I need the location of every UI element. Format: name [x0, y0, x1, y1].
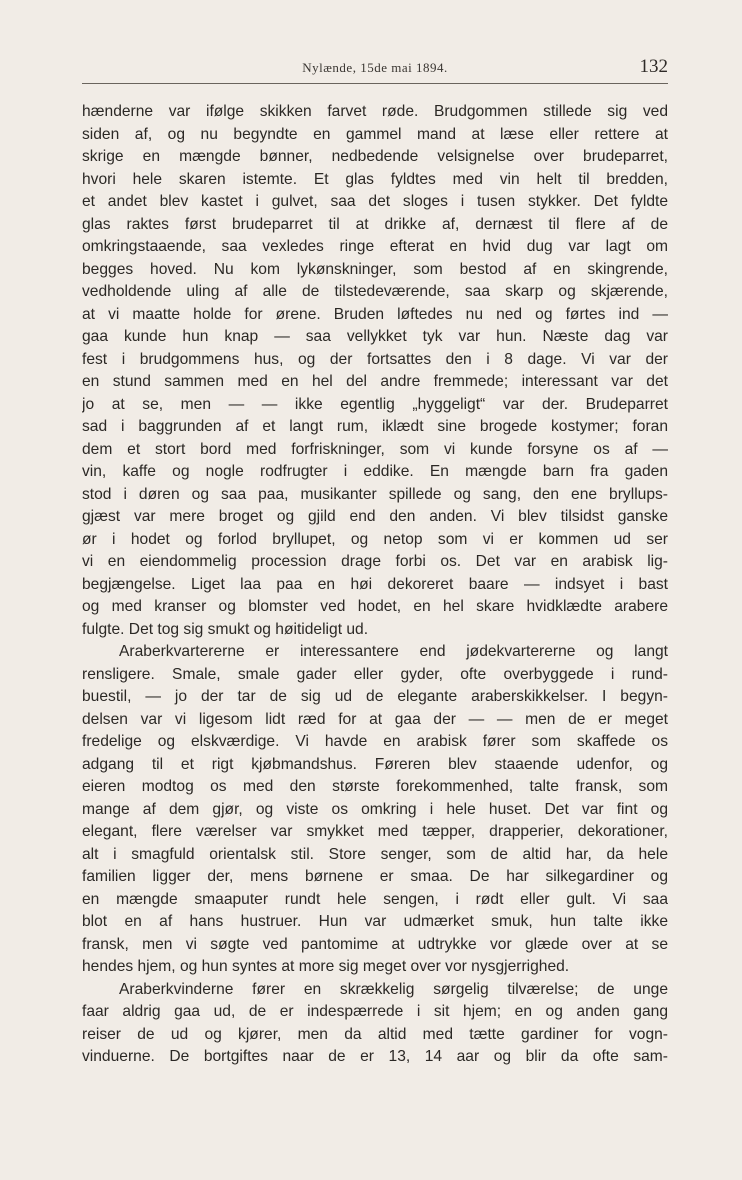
text-line: fest i brudgommens hus, og der fortsattes den i 8 dage. Vi var der: [82, 350, 668, 368]
text-line: et andet blev kastet i gulvet, saa det sloges i tusen stykker. Det fyldte: [82, 193, 668, 210]
text-line: og med kranser og blomster ved hodet, en hel skare hvidklædte arabere: [82, 598, 668, 615]
text-line: alt i smagfuld orientalsk stil. Store senger, som de altid har, da hele: [82, 845, 668, 863]
text-line: elegant, flere værelser var smykket med tæpper, drapperier, dekorationer,: [82, 823, 668, 840]
text-line: sad i baggrunden af et langt rum, iklædt sine brogede kostymer; foran: [82, 418, 668, 435]
running-title: Nylænde, 15de mai 1894.: [302, 60, 448, 75]
text-line: faar aldrig gaa ud, de er indespærrede i sit hjem; en og anden gang: [82, 1003, 668, 1020]
text-line: blot en af hans hustruer. Hun var udmærket smuk, hun talte ikke: [82, 913, 668, 930]
text-line: ør i hodet og forlod bryllupet, og netop som vi er kommen ud ser: [82, 530, 668, 548]
text-line: hænderne var ifølge skikken farvet røde. Brudgommen stillede sig ved: [82, 103, 668, 120]
text-line: dem et stort bord med forfriskninger, som vi kunde forsyne os af —: [82, 440, 668, 458]
text-line: stod i døren og saa paa, musikanter spillede og sang, den ene bryllups-: [82, 485, 668, 503]
text-line: begjængelse. Liget laa paa en høi dekoreret baare — indsyet i bast: [82, 575, 668, 593]
text-line: rensligere. Smale, smale gader eller gyder, ofte overbyggede i rund-: [82, 665, 668, 683]
page-number: 132: [639, 56, 668, 77]
text-line: en stund sammen med en hel del andre fremmede; interessant var det: [82, 373, 668, 390]
text-line: at vi maatte holde for ørene. Bruden løftedes nu ned og førtes ind —: [82, 305, 668, 323]
header-rule: [82, 83, 668, 84]
text-line: vinduerne. De bortgiftes naar de er 13, 14 aar og blir da ofte sam-: [82, 1048, 668, 1065]
paragraph-start-line: Araberkvartererne er interessantere end jødekvartererne og langt: [119, 643, 668, 660]
text-line: reiser de ud og kjører, men da altid med tætte gardiner for vogn-: [82, 1025, 668, 1043]
text-line: vi en eiendommelig procession drage forbi os. Det var en arabisk lig-: [82, 553, 668, 570]
text-line: buestil, — jo der tar de sig ud de elegante araberskikkelser. I begyn-: [82, 688, 668, 705]
text-line: begges hoved. Nu kom lykønskninger, som bestod af en skingrende,: [82, 260, 668, 278]
text-line: skrige en mængde bønner, nedbedende velsignelse over brudeparret,: [82, 148, 668, 165]
text-line: mange af dem gjør, og viste os omkring i hele huset. Det var fint og: [82, 800, 668, 818]
paragraph-start-line: Araberkvinderne fører en skrækkelig sørgelig tilværelse; de unge: [119, 980, 668, 998]
text-line: jo at se, men — — ikke egentlig „hyggeligt“ var der. Brudeparret: [82, 395, 668, 413]
text-line: gaa kunde hun knap — saa vellykket tyk var hun. Næste dag var: [82, 328, 668, 345]
text-line: delsen var vi ligesom lidt ræd for at gaa der — — men de er meget: [82, 710, 668, 728]
text-line: glas raktes først brudeparret til at drikke af, dernæst til flere af de: [82, 215, 668, 233]
text-line: fransk, men vi søgte ved pantomime at udtrykke vor glæde over at se: [82, 935, 668, 953]
text-line: fredelige og elskværdige. Vi havde en arabisk fører som skaffede os: [82, 733, 668, 750]
body-text: [82, 101, 668, 1069]
text-line: eieren modtog os med den største forekommenhed, talte fransk, som: [82, 778, 668, 795]
text-line: hvori hele skaren istemte. Et glas fyldtes med vin helt til bredden,: [82, 170, 668, 188]
text-line: adgang til et rigt kjøbmandshus. Føreren blev staaende udenfor, og: [82, 755, 668, 773]
text-line: en mængde smaaputer rundt hele sengen, i rødt eller gult. Vi saa: [82, 890, 668, 908]
text-line: gjæst var mere broget og gjild end den anden. Vi blev tilsidst ganske: [82, 508, 668, 525]
text-line: vin, kaffe og nogle rodfrugter i eddike. En mængde barn fra gaden: [82, 463, 668, 480]
text-line: familien ligger der, mens børnene er smaa. De har silkegardiner og: [82, 868, 668, 885]
text-line: omkringstaaende, saa vexledes ringe efterat en hvid dug var lagt om: [82, 238, 668, 255]
text-line: vedholdende uling af alle de tilstedeværende, saa skarp og skjærende,: [82, 283, 668, 300]
text-line: siden af, og nu begyndte en gammel mand at læse eller rettere at: [82, 125, 668, 143]
paragraph-end-line: hendes hjem, og hun syntes at more sig meget over vor nysgjerrighed.: [82, 958, 570, 975]
paragraph-end-line: fulgte. Det tog sig smukt og høitideligt ud.: [82, 620, 369, 638]
running-head: [82, 58, 668, 82]
